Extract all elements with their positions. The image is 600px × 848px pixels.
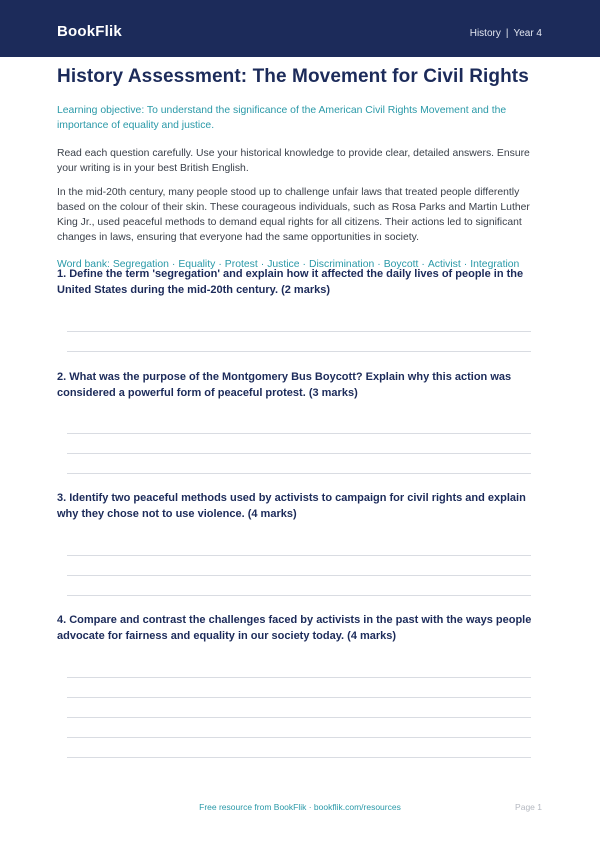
word-separator: · <box>377 259 381 270</box>
learning-objective: Learning objective: To understand the significance of the American Civil Rights Movement and the importance of equality and justice. <box>57 105 507 131</box>
intro-paragraph: In the mid-20th century, many people stood up to challenge unfair laws that treated people differently based on the colour of their skin. These courageous individuals, such as Rosa Parks and Martin Luther King Jr., used peaceful methods to demand equal rights for all citizens. Their actions led to significant changes in laws, ensuring that everyone had the same opportunities in society. <box>57 187 530 243</box>
answer-line[interactable] <box>67 433 531 434</box>
answer-line[interactable] <box>67 737 531 738</box>
page-title: History Assessment: The Movement for Civil Rights <box>57 66 529 87</box>
intro-section <box>57 64 543 272</box>
answer-line[interactable] <box>67 575 531 576</box>
word-separator: · <box>421 259 425 270</box>
answer-line[interactable] <box>67 757 531 758</box>
instructions-text: Read each question carefully. Use your historical knowledge to provide clear, detailed answers. Ensure your writing is in your best British English. <box>57 148 530 174</box>
word-bank-word: Equality <box>178 259 216 270</box>
word-bank-word: Protest <box>224 259 258 270</box>
question-2: 2. What was the purpose of the Montgomery Bus Boycott? Explain why this action was considered a powerful form of peaceful protest. (3 marks) <box>57 371 512 399</box>
subject-year-label <box>470 27 542 41</box>
answer-line[interactable] <box>67 677 531 678</box>
word-bank-word: Segregation <box>112 259 169 270</box>
word-separator: · <box>463 259 468 270</box>
answer-line[interactable] <box>67 717 531 718</box>
subject-label: History <box>469 28 501 39</box>
footer-text: Free resource from BookFlik · bookflik.com/resources <box>199 802 401 812</box>
answer-line[interactable] <box>67 555 531 556</box>
year-label: Year 4 <box>513 28 542 39</box>
page-header <box>0 0 600 57</box>
answer-line[interactable] <box>67 351 531 352</box>
answer-line[interactable] <box>67 331 531 332</box>
answer-line[interactable] <box>67 473 531 474</box>
word-separator: · <box>260 259 265 270</box>
word-bank-word: Boycott <box>383 259 419 270</box>
word-separator: · <box>218 259 222 270</box>
word-bank-word: Justice <box>267 259 300 270</box>
word-bank-label: Word bank: <box>57 259 110 270</box>
answer-line[interactable] <box>67 453 531 454</box>
word-bank-word: Activist <box>427 259 461 270</box>
brand-logo-text: BookFlik <box>57 23 122 40</box>
header-separator: | <box>505 28 509 39</box>
page-number: Page 1 <box>515 802 542 812</box>
question-1: 1. Define the term 'segregation' and explain how it affected the daily lives of people in the United States during the mid-20th century. (2 marks) <box>57 268 524 296</box>
question-4: 4. Compare and contrast the challenges faced by activists in the past with the ways people advocate for fairness and equality in our society today. (4 marks) <box>57 614 532 642</box>
answer-line[interactable] <box>67 595 531 596</box>
answer-line[interactable] <box>67 697 531 698</box>
word-bank-word: Discrimination <box>309 259 375 270</box>
word-separator: · <box>171 259 176 270</box>
word-bank-word: Integration <box>470 259 520 270</box>
question-3: 3. Identify two peaceful methods used by activists to campaign for civil rights and explain why they chose not to use violence. (4 marks) <box>57 492 526 520</box>
word-separator: · <box>302 259 306 270</box>
